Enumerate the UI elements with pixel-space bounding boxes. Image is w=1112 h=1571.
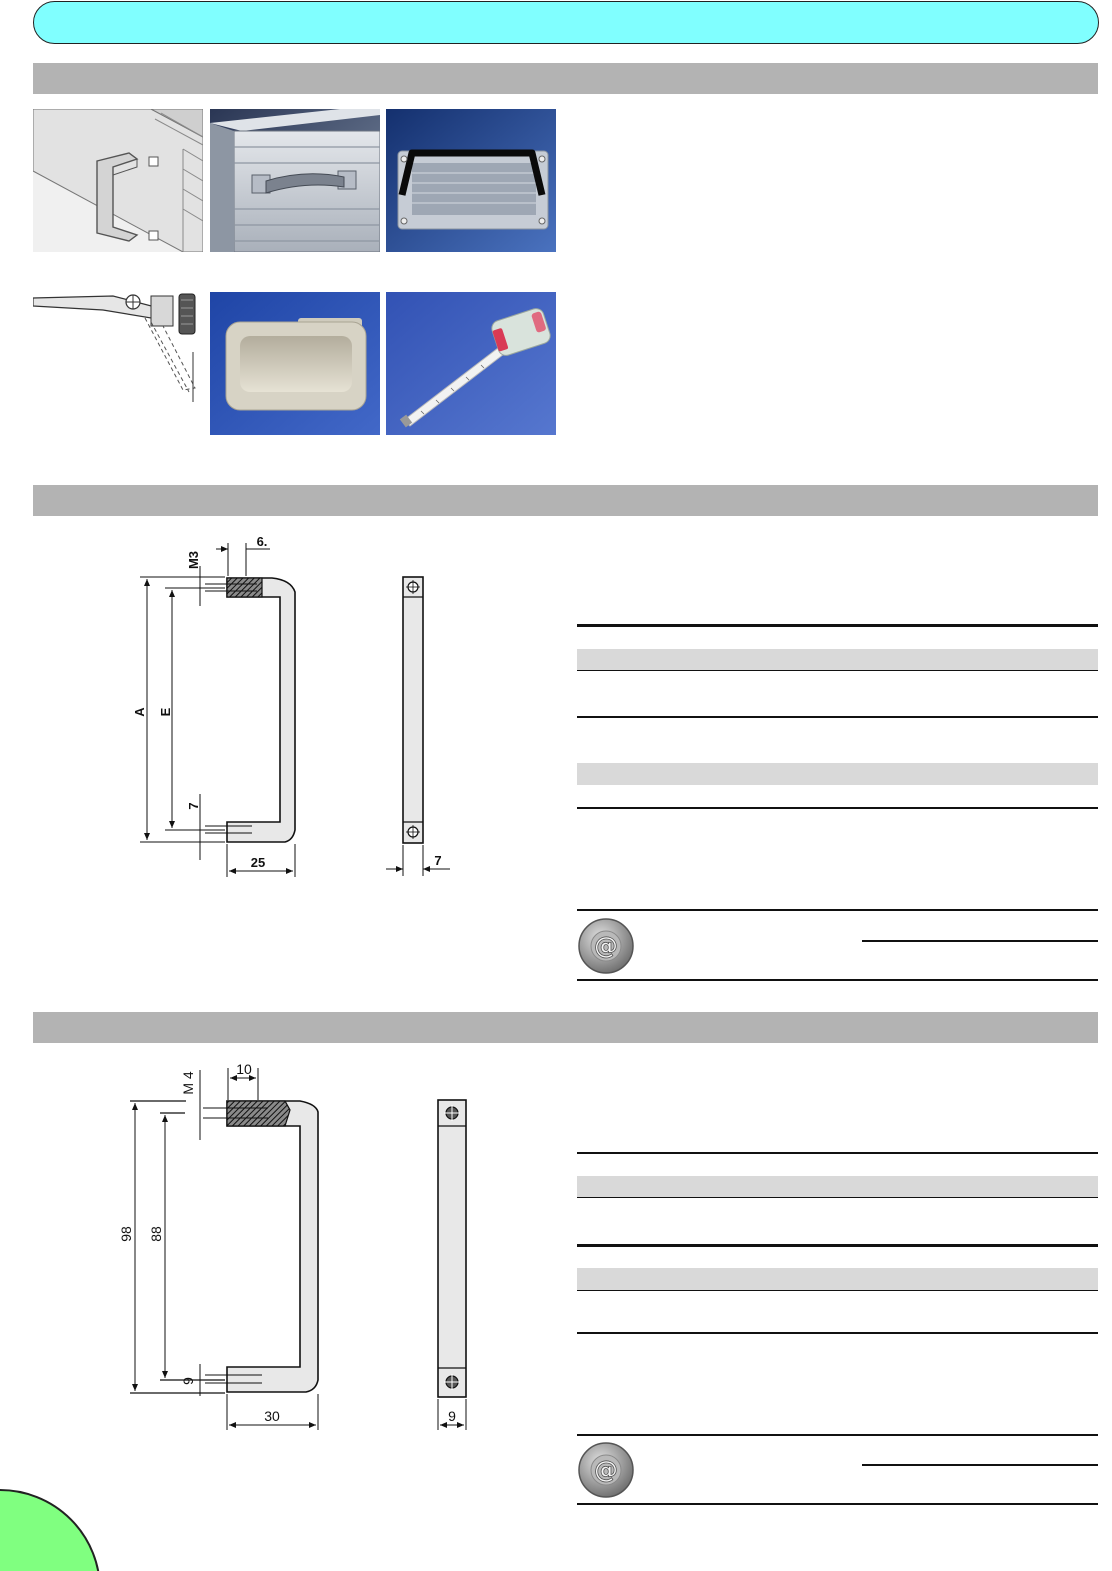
at-symbol: @ [594, 1456, 618, 1484]
table-rule [577, 1290, 1098, 1291]
table-bottom-rule [577, 979, 1098, 981]
title-bar [33, 1, 1099, 44]
table-rule [577, 716, 1098, 718]
drawer-illustration [210, 109, 380, 252]
table-rule [577, 1332, 1098, 1334]
dimension-depth [227, 844, 295, 877]
screw-hole [149, 157, 158, 166]
depth-label: 25 [250, 855, 266, 870]
table-rule [577, 670, 1098, 671]
dimension-thread [180, 1070, 200, 1140]
table-header-band [577, 1268, 1098, 1290]
overall-height-label: 98 [118, 1226, 134, 1242]
dimension-side-width [438, 1399, 466, 1430]
photo-drawer-handle [210, 109, 380, 252]
dimension-hole-offset [228, 1061, 258, 1100]
photo-panel-handle-drawing [33, 109, 203, 252]
order-entry-rule [862, 940, 1098, 942]
side-width-label: 7 [434, 853, 442, 868]
table-header-band [577, 649, 1098, 670]
hatched-section [227, 1101, 290, 1126]
table-header-band [577, 763, 1098, 785]
table-rule [577, 1244, 1098, 1247]
handle-recess [412, 163, 536, 215]
handle-m3-drawing [100, 525, 470, 885]
thread-label: M 4 [180, 1071, 196, 1095]
latch-body [151, 296, 173, 326]
dimension-end [186, 794, 201, 860]
table-rule [577, 1434, 1098, 1436]
panel-handle-illustration [33, 109, 203, 252]
table-header-band [577, 1176, 1098, 1197]
hole-offset-label: 6. [256, 534, 268, 549]
side-width-label: 9 [448, 1408, 456, 1424]
hole-offset-label: 10 [236, 1061, 252, 1077]
section-bar-overview [33, 63, 1098, 94]
table-top-rule [577, 1152, 1098, 1154]
oneclick-at-icon[interactable] [577, 1440, 635, 1500]
end-label: 7 [186, 802, 201, 810]
photo-tape-measure [386, 292, 556, 435]
page-corner-tab [0, 1480, 100, 1571]
dimension-hole-spacing [148, 1113, 225, 1380]
handle-m4-drawing [100, 1055, 480, 1440]
folding-handle-illustration [386, 109, 556, 252]
oneclick-at-icon[interactable] [577, 916, 635, 976]
hole-spacing-label: E [158, 707, 173, 717]
latch-illustration [33, 292, 198, 435]
photo-folding-handle [386, 109, 556, 252]
dimension-hole-offset [216, 534, 270, 576]
order-entry-rule [862, 1464, 1098, 1466]
table-rule [577, 909, 1098, 911]
table-top-rule [577, 624, 1098, 627]
dimension-thread [186, 551, 201, 606]
drawer-side [210, 123, 234, 252]
thread-label: M3 [186, 550, 201, 570]
at-symbol: @ [594, 932, 618, 960]
handle-outline [227, 578, 295, 842]
handle-m3-front-view [205, 578, 295, 842]
photo-latch-drawing [33, 292, 198, 435]
table-rule [577, 807, 1098, 809]
dimension-overall-height [132, 577, 225, 842]
hole-spacing-label: 88 [148, 1226, 164, 1242]
depth-label: 30 [264, 1408, 280, 1424]
screw-hole [149, 231, 158, 240]
table-bottom-rule [577, 1503, 1098, 1505]
dimension-overall-height [118, 1101, 225, 1393]
dimension-hole-spacing [158, 588, 225, 830]
hatched-section [227, 578, 262, 597]
section-bar-handle-m3 [33, 485, 1098, 516]
dimension-side-width [386, 845, 450, 876]
section-bar-handle-m4 [33, 1012, 1098, 1043]
dimension-depth [227, 1394, 318, 1430]
grip-recess [240, 336, 352, 392]
tape-measure-illustration [386, 292, 556, 435]
handle-outline [227, 1101, 318, 1392]
end-label: 9 [180, 1377, 196, 1385]
handle-m3-side-view [403, 577, 423, 843]
handle-m4-front-view [203, 1101, 318, 1392]
overall-height-label: A [132, 707, 147, 717]
handle-m4-side-view [438, 1100, 466, 1397]
table-rule [577, 1197, 1098, 1198]
photo-recessed-grip [210, 292, 380, 435]
recessed-grip-illustration [210, 292, 380, 435]
